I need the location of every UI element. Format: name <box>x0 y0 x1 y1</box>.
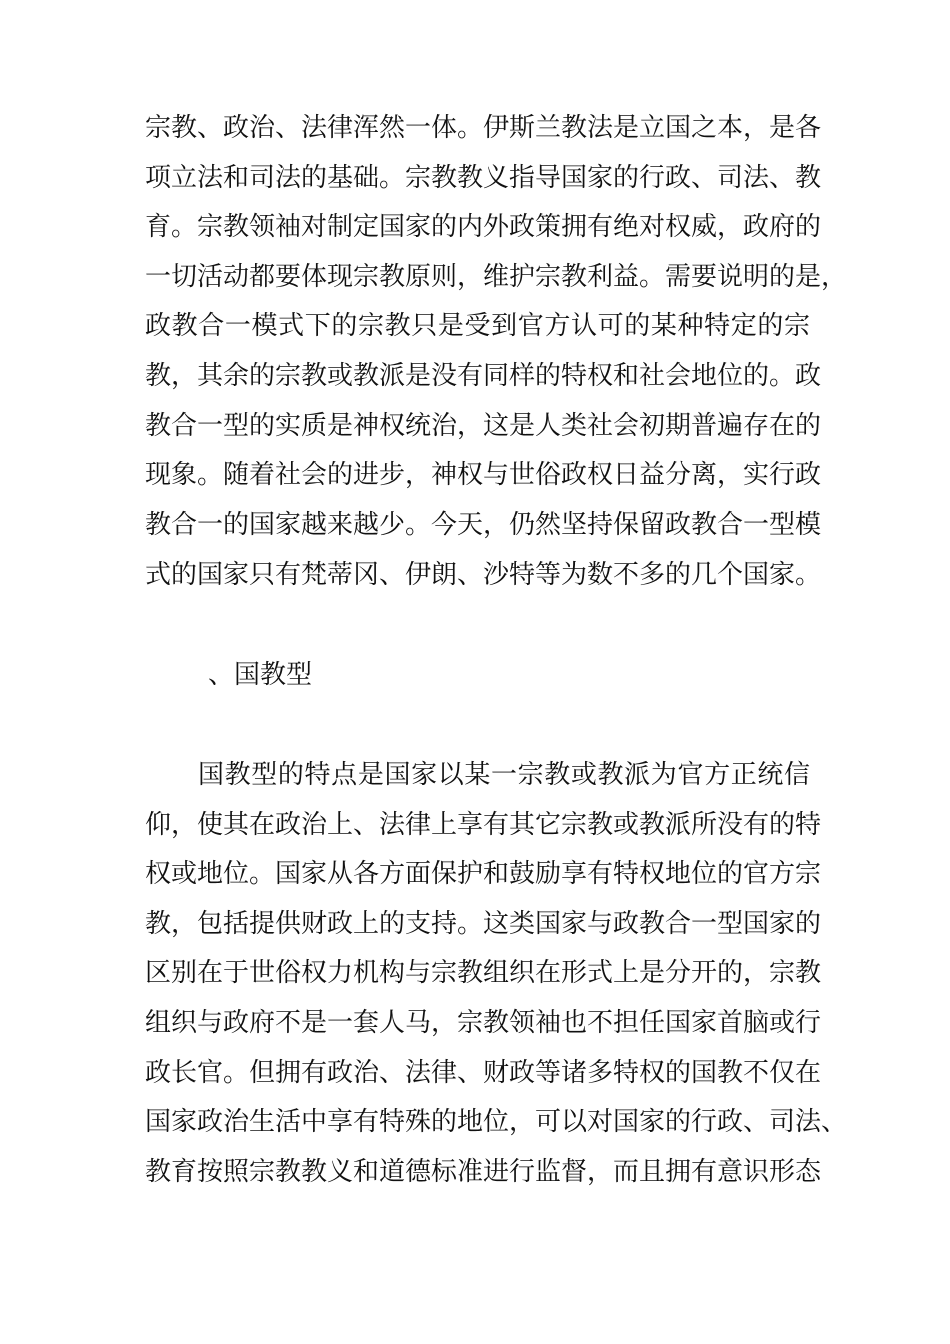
paragraph-1-line: 教，其余的宗教或教派是没有同样的特权和社会地位的。政 <box>145 361 822 391</box>
paragraph-1-line: 式的国家只有梵蒂冈、伊朗、沙特等为数不多的几个国家。 <box>145 560 822 590</box>
paragraph-2-line: 组织与政府不是一套人马，宗教领袖也不担任国家首脑或行 <box>145 1008 822 1038</box>
section-heading: 、国教型 <box>208 660 313 690</box>
paragraph-2-line: 国家政治生活中享有特殊的地位，可以对国家的行政、司法、 <box>145 1107 848 1137</box>
paragraph-1-line: 育。宗教领袖对制定国家的内外政策拥有绝对权威，政府的 <box>145 212 822 242</box>
paragraph-1-line: 一切活动都要体现宗教原则，维护宗教利益。需要说明的是， <box>145 262 848 292</box>
paragraph-1-line: 教合一型的实质是神权统治，这是人类社会初期普遍存在的 <box>145 411 822 441</box>
paragraph-1-line: 教合一的国家越来越少。今天，仍然坚持保留政教合一型模 <box>145 510 822 540</box>
paragraph-2-line: 仰，使其在政治上、法律上享有其它宗教或教派所没有的特 <box>145 810 822 840</box>
paragraph-2-line: 政长官。但拥有政治、法律、财政等诸多特权的国教不仅在 <box>145 1058 822 1088</box>
paragraph-2-line: 权或地位。国家从各方面保护和鼓励享有特权地位的官方宗 <box>145 859 822 889</box>
paragraph-1-line: 政教合一模式下的宗教只是受到官方认可的某种特定的宗 <box>145 311 810 341</box>
paragraph-1-line: 项立法和司法的基础。宗教教义指导国家的行政、司法、教 <box>145 163 822 193</box>
paragraph-2-line: 教育按照宗教教义和道德标准进行监督，而且拥有意识形态 <box>145 1157 822 1187</box>
paragraph-1-line: 现象。随着社会的进步，神权与世俗政权日益分离，实行政 <box>145 460 822 490</box>
paragraph-2-line: 教，包括提供财政上的支持。这类国家与政教合一型国家的 <box>145 909 822 939</box>
paragraph-2-line: 国教型的特点是国家以某一宗教或教派为官方正统信 <box>198 760 810 790</box>
paragraph-1-line: 宗教、政治、法律浑然一体。伊斯兰教法是立国之本，是各 <box>145 113 822 143</box>
paragraph-2-line: 区别在于世俗权力机构与宗教组织在形式上是分开的，宗教 <box>145 958 822 988</box>
